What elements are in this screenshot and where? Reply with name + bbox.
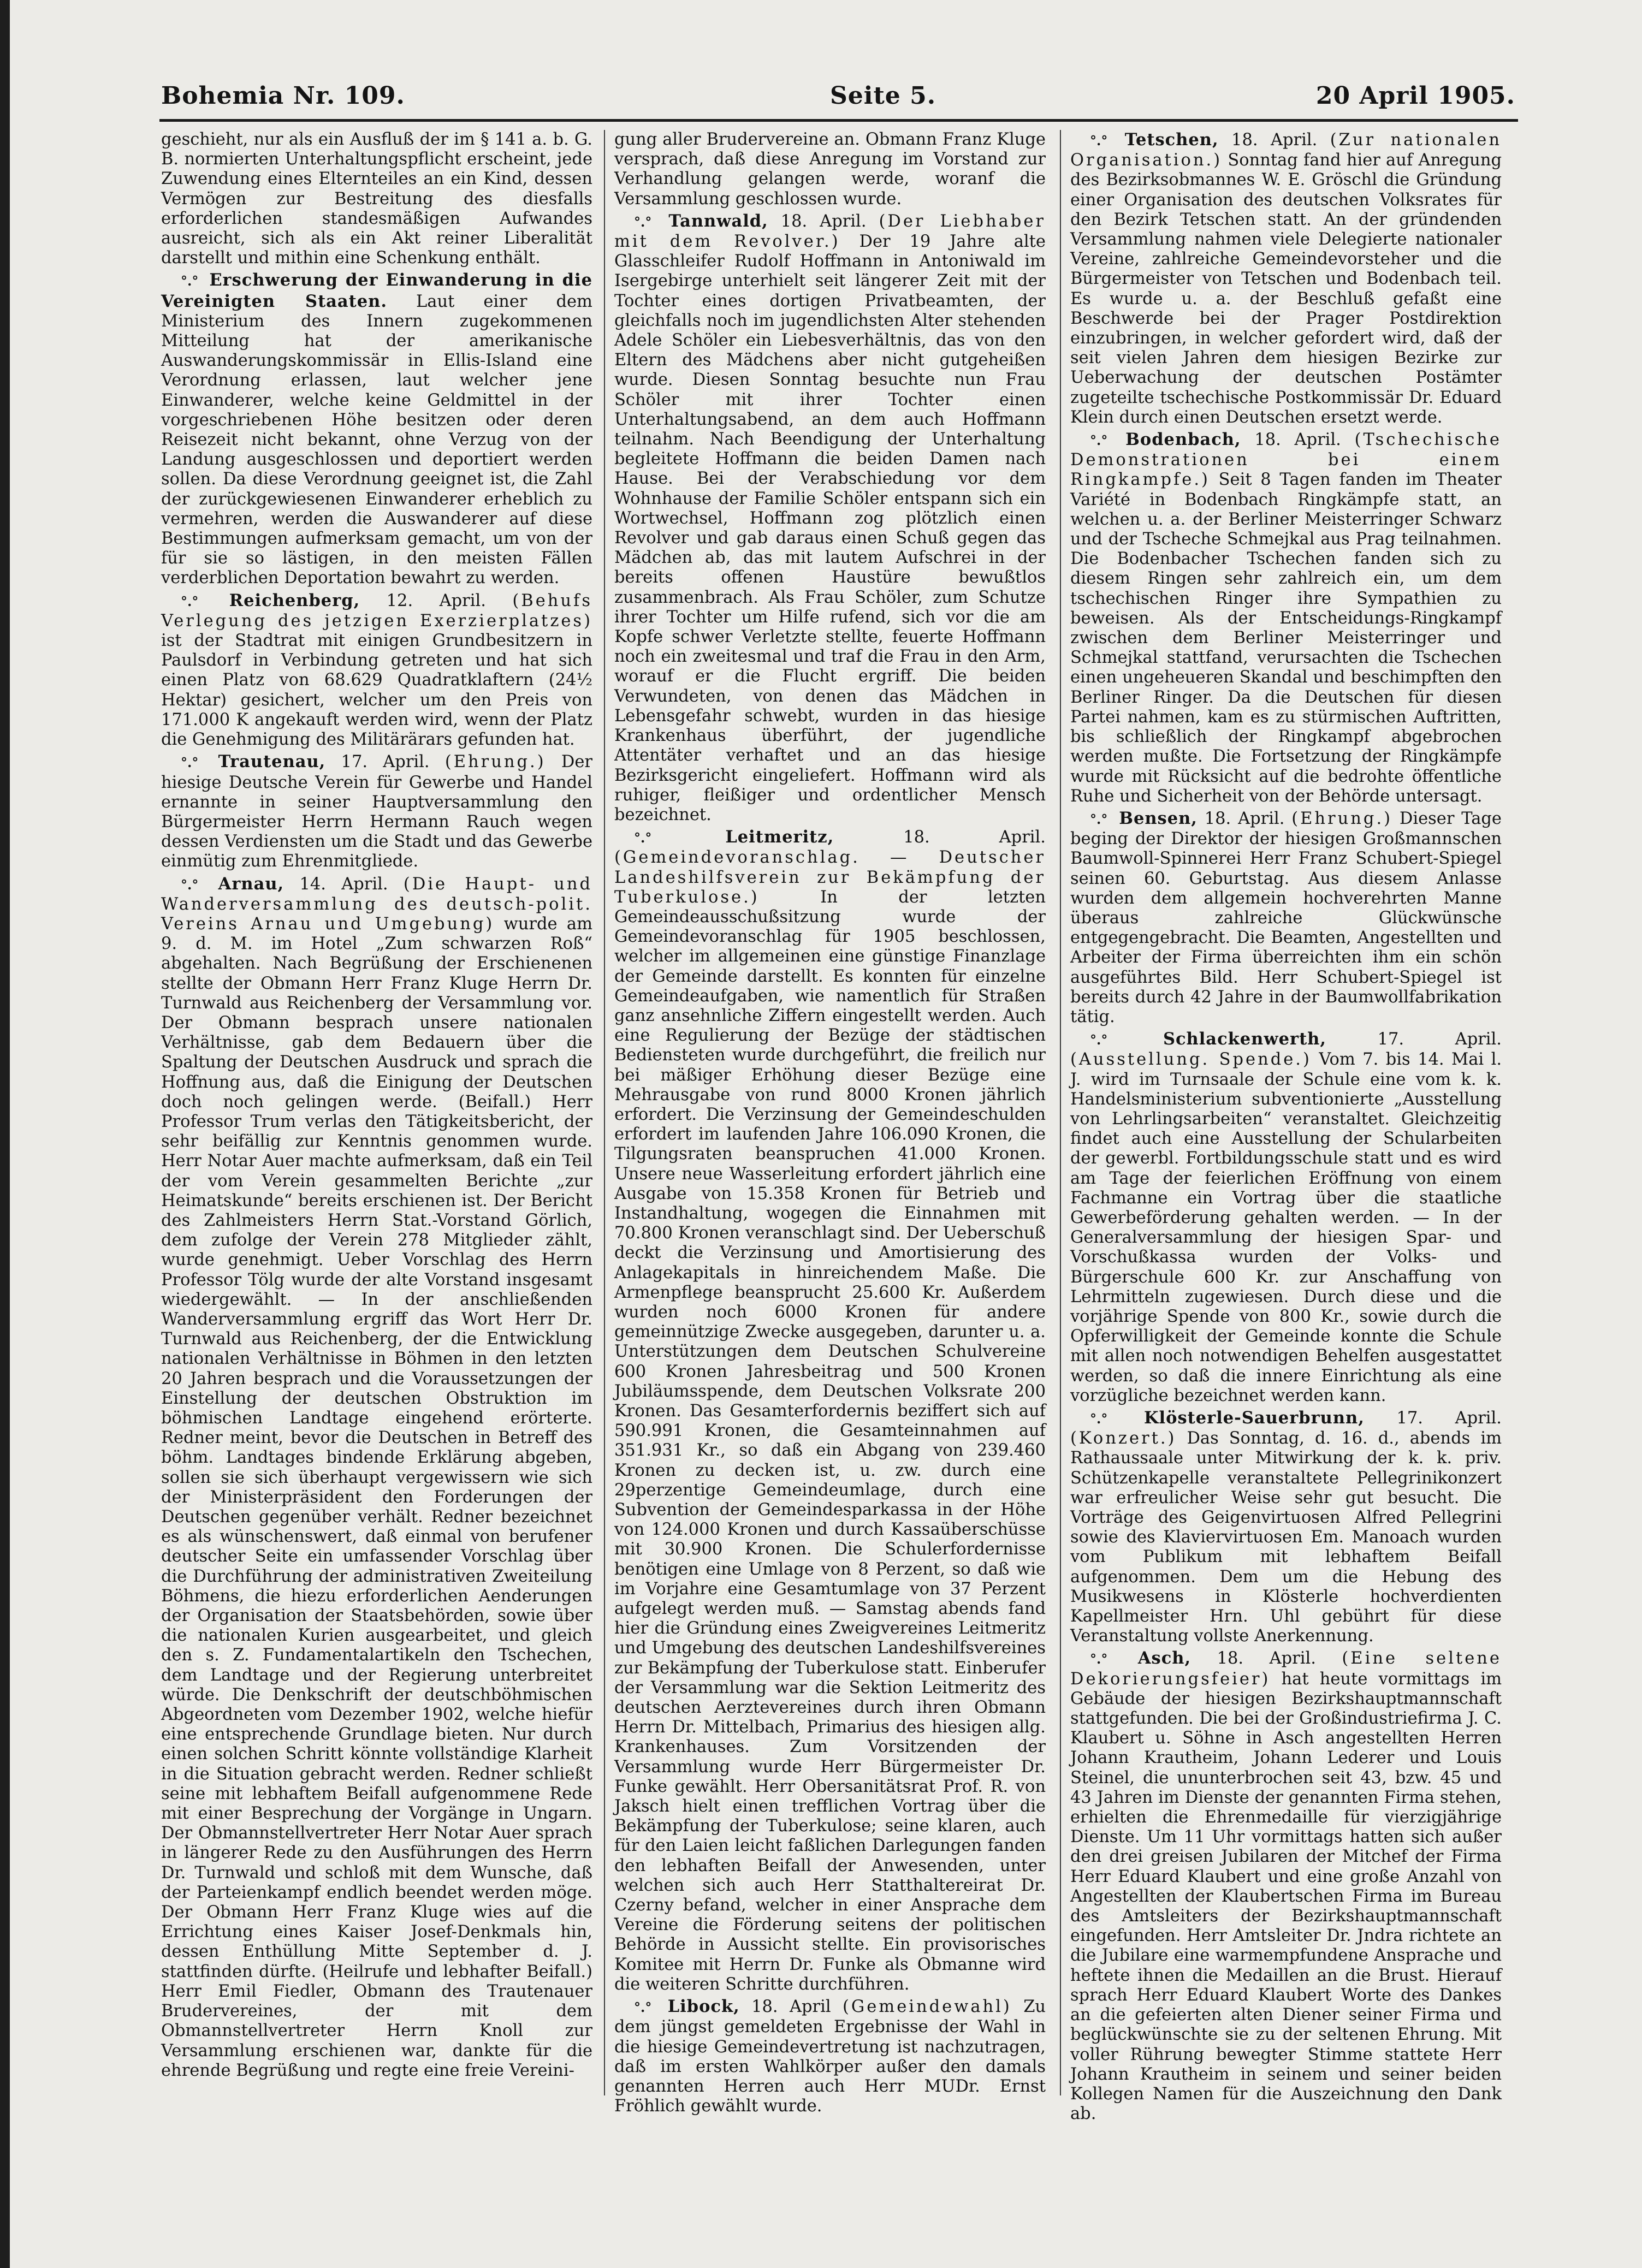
item-mark: °.°: [181, 755, 199, 771]
item-place: Klösterle-Sauerbrunn,: [1144, 1408, 1365, 1428]
item-place: Reichenberg,: [229, 590, 360, 610]
item-date: 14. April.: [299, 874, 388, 894]
item-text: hat heute vormittags im Gebäude der hiesigen Bezirkshauptmannschaft stattgefunden. Die bei der Großindustriefirma J. C. Klaubert u. Söhne in Asch angestellten Herren Johann Krautheim, Johann Lederer und Louis Steinel, die ununterbrochen seit 43, bzw. 45 und 43 Jahren im Dienste der genannten Firma stehen, erhielten die Ehrenmedaille für vierzigjährige Dienste. Um 11 Uhr vormittags hatten sich außer den drei greisen Jubilaren der Mitchef der Firma Herr Eduard Klaubert und eine große Anzahl von Angestellten der Klaubertschen Firma im Bureau des Amtsleiters der Bezirkshauptmannschaft eingefunden. Herr Amtsleiter Dr. Jndra richtete an die Jubilare eine warmempfundene Ansprache und heftete ihnen die Medaillen an die Brust. Hierauf sprach Herr Eduard Klaubert Worte des Dankes an die gefeierten alten Diener seiner Firma und beglückwünschte sie zu der seltenen Ehrung. Mit voller Rührung bewegter Stimme stattete Herr Johann Krautheim in seinem und seiner beiden Kollegen Namen für die Auszeichnung den Dank ab.: [1070, 1669, 1502, 2124]
item-heading: (Ehrung.): [444, 752, 546, 772]
item-date: 17. April.: [1377, 1030, 1502, 1049]
item-heading: (Gemeindevoranschlag. — Deutscher Landeshilfsverein zur Bekämpfung der Tuberkulose.): [614, 848, 1046, 907]
column-1: [161, 130, 592, 2112]
item-text: ist der Stadtrat mit einigen Grundbesitzern in Paulsdorf in Verbindung getreten und hat sich einen Platz von 68.629 Quadratklaftern (24½ Hektar) gesichert, welcher um den Preis von 171.000 K angekauft werden wird, wenn der Platz die Genehmigung des Militärärars gefunden hat.: [161, 631, 592, 750]
item-place: Tannwald,: [668, 211, 768, 231]
item-mark: °.°: [181, 593, 199, 609]
item-date: 17. April.: [1396, 1409, 1502, 1428]
item-mark: °.°: [181, 273, 199, 289]
item-heading: (Tschechische Demonstrationen bei einem Ringkampfe.): [1070, 430, 1502, 490]
item-mark: °.°: [634, 213, 652, 230]
item-heading: (Zur nationalen Organisation.): [1070, 130, 1502, 170]
item-place: Bodenbach,: [1125, 430, 1241, 450]
news-item: [614, 1997, 1046, 2116]
column-divider: [604, 130, 605, 2095]
item-heading: (Eine seltene Dekorierungsfeier): [1070, 1649, 1502, 1689]
item-text: Dieser Tage beging der Direktor der hiesigen Großmannschen Baumwoll-Spinnerei Herr Franz Schubert-Spiegel seinen 60. Geburtstag. Aus diesem Anlasse wurden dem allgemein hochverehrten Manne überaus zahlreiche Glückwünsche entgegengebracht. Die Beamten, Angestellten und Arbeiter der Firma überreichten ihm ein schön ausgeführtes Bild. Herr Schubert-Spiegel ist bereits durch 42 Jahre in der Baumwollfabrikation tätig.: [1070, 809, 1502, 1026]
news-item: [1070, 430, 1502, 806]
item-date: 18. April.: [1254, 430, 1341, 450]
item-date: 18. April.: [1204, 809, 1285, 828]
item-date: 18. April.: [903, 828, 1046, 847]
item-date: 18. April.: [780, 211, 867, 231]
item-place: Arnau,: [218, 874, 284, 894]
page-header: [161, 82, 1515, 120]
item-place: Tetschen,: [1124, 130, 1219, 150]
news-item: [1070, 130, 1502, 428]
item-heading: (Gemeindewahl): [842, 1997, 1012, 2017]
item-text: Sonntag fand hier auf Anregung des Bezirksobmannes W. E. Gröschl die Gründung einer Organisation des deutschen Volksrates für den Bezirk Tetschen statt. An der gründenden Versammlung nahmen viele Delegierte nationaler Vereine, zahlreiche Gemeindevorsteher und die Bürgermeister von Tetschen und Bodenbach teil. Es wurde u. a. der Beschluß gefaßt eine Beschwerde bei der Prager Postdirektion einzubringen, in welcher gefordert wird, daß der seit vielen Jahren dem hiesigen Bezirke zur Ueberwachung der deutschen Postämter zugeteilte tschechische Postkommissär Dr. Eduard Klein durch einen Deutschen ersetzt werde.: [1070, 151, 1502, 427]
column-3: [1070, 130, 1502, 2124]
page-number: Seite 5.: [830, 82, 936, 110]
item-place: Libock,: [667, 1997, 740, 2017]
item-text: Laut einer dem Ministerium des Innern zugekommenen Mitteilung hat der amerikanische Auswanderungskommissär in Ellis-Island eine Verordnung erlassen, laut welcher jene Einwanderer, welche keine Geldmittel in der vorgeschriebenen Höhe besitzen oder deren Reisezeit nicht bekannt, ohne Verzug von der Landung ausgeschlossen und deportiert werden sollen. Da diese Verordnung geeignet ist, die Zahl der zurückgewiesenen Einwanderer erheblich zu vermehren, werden die Auswanderer auf diese Bestimmungen aufmerksam gemacht, um von der für sie so lästigen, in den meisten Fällen verderblichen Deportation bewahrt zu werden.: [161, 292, 592, 588]
item-place: Asch,: [1137, 1648, 1192, 1669]
item-mark: °.°: [1090, 432, 1108, 449]
item-text: wurde am 9. d. M. im Hotel „Zum schwarzen Roß“ abgehalten. Nach Begrüßung der Erschienenen stellte der Obmann Herr Franz Kluge Herrn Dr. Turnwald aus Reichenberg der Versammlung vor. Der Obmann besprach unsere nationalen Verhältnisse, gab dem Bedauern über die Spaltung der Deutschen Ausdruck und sprach die Hoffnung aus, daß die Einigung der Deutschen doch noch gelingen werde. (Beifall.) Herr Professor Trum verlas den Tätigkeitsbericht, der sehr beifällig zur Kenntnis genommen wurde. Herr Notar Auer machte aufmerksam, daß ein Teil der vom Verein gesammelten Berichte „zur Heimatskunde“ bereits erschienen ist. Der Bericht des Zahlmeisters Herrn Stat.-Vorstand Görlich, dem zufolge der Verein 278 Mitglieder zählt, wurde genehmigt. Ueber Vorschlag des Herrn Professor Tölg wurde der alte Vorstand insgesamt wiedergewählt. — In der anschließenden Wanderversammlung ergriff das Wort Herr Dr. Turnwald aus Reichenberg, der die Entwicklung nationalen Verhältnisse in Böhmen in den letzten 20 Jahren besprach und die Voraussetzungen der Einstellung der deutschen Obstruktion im böhmischen Landtage eingehend erörterte. Redner meint, bevor die Deutschen in Betreff des böhm. Landtages bindende Erklärung abgeben, sollen sie sich überhaupt vergewissern wie sich der Ministerpräsident den Forderungen der Deutschen gegenüber verhält. Redner bezeichnet es als wünschenswert, daß einmal von berufener deutscher Seite ein umfassender Vorschlag über die Durchführung der administrativen Zweiteilung Böhmens, die hiezu erforderlichen Aenderungen der Organisation der Staatsbehörden, sowie über die nationalen Kurien ausgearbeitet, und gleich den s. Z. Fundamentalartikeln den Tschechen, dem Landtage und der Regierung unterbreitet würde. Die Denkschrift der deutschböhmischen Abgeordneten vom Dezember 1902, welche hiefür eine entsprechende Grundlage bieten. Nur durch einen solchen Schritt könnte vollständige Klarheit in die Situation gebracht werden. Redner schließt seine mit lebhaftem Beifall aufgenommene Rede mit einer Besprechung der Vorgänge in Ungarn. Der Obmannstellvertreter Herr Notar Auer sprach in längerer Rede zu den Ausführungen des Herrn Dr. Turnwald und schloß mit dem Wunsche, daß der Parteienkampf endlich beendet werden möge. Der Obmann Herr Franz Kluge wies auf die Errichtung eines Kaiser Josef-Denkmals hin, dessen Enthüllung Mitte September d. J. stattfinden dürfte. (Heilrufe und lebhafter Beifall.) Herr Emil Fiedler, Obmann des Trautenauer Brudervereines, der mit dem Obmannstellvertreter Herrn Knoll zur Versammlung erschienen war, dankte für die ehrende Begrüßung und regte eine freie Vereini-: [161, 914, 592, 2080]
item-text: gung aller Brudervereine an. Obmann Franz Kluge versprach, daß diese Anregung im Vorstand zur Verhandlung gelangen werde, woranf die Versammlung geschlossen wurde.: [614, 130, 1046, 209]
issue-date: 20 April 1905.: [1315, 82, 1515, 110]
item-mark: °.°: [1090, 1032, 1108, 1048]
news-item: [161, 130, 592, 268]
news-item: [161, 874, 592, 2081]
news-item: [1070, 1408, 1502, 1646]
scan-edge: [0, 0, 10, 2268]
news-item: [161, 591, 592, 750]
item-text: In der letzten Gemeindeausschußsitzung wurde der Gemeindevoranschlag für 1905 beschlossen, welcher im allgemeinen eine günstige Finanzlage der Gemeinde darstellt. Es konnten für einzelne Gemeindeaufgaben, wie namentlich für Straßen ganz ansehnliche Ziffern eingestellt werden. Auch eine Regulierung der Bezüge der städtischen Bediensteten wurde durchgeführt, die freilich nur bei mäßiger Erhöhung dieser Bezüge eine Mehrausgabe von rund 8000 Kronen jährlich erfordert. Die Verzinsung der Gemeindeschulden erfordert im laufenden Jahre 106.090 Kronen, die Tilgungsraten beanspruchen 41.000 Kronen. Unsere neue Wasserleitung erfordert jährlich eine Ausgabe von 15.358 Kronen für Betrieb und Instandhaltung, wogegen die Einnahmen mit 70.800 Kronen veranschlagt sind. Der Ueberschuß deckt die Verzinsung und Amortisierung des Anlagekapitals in hinreichendem Maße. Die Armenpflege beansprucht 25.600 Kr. Außerdem wurden noch 6000 Kronen für andere gemeinnützige Zwecke ausgegeben, darunter u. a. Unterstützungen dem Deutschen Schulvereine 600 Kronen Jahresbeitrag und 500 Kronen Jubiläumsspende, dem Deutschen Volksrate 200 Kronen. Das Gesamterfordernis beziffert sich auf 590.991 Kronen, die Gesamteinnahmen auf 351.931 Kr., so daß ein Abgang von 239.460 Kronen zu decken ist, u. zw. durch eine 29perzentige Gemeindeumlage, durch eine Subvention der Gemeindesparkassa in der Höhe von 124.000 Kronen und durch Kassaüberschüsse mit 30.900 Kronen. Die Schulerfordernisse benötigen eine Umlage von 8 Perzent, so daß wie im Vorjahre eine Gesamtumlage von 37 Perzent aufgelegt werden muß. — Samstag abends fand hier die Gründung eines Zweigvereines Leitmeritz und Umgebung des deutschen Landeshilfsvereines zur Bekämpfung der Tuberkulose statt. Einberufer der Versammlung war die Sektion Leitmeritz des deutschen Aerztevereines durch ihren Obmann Herrn Dr. Mittelbach, Primarius des hiesigen allg. Krankenhauses. Zum Vorsitzenden der Versammlung wurde Herr Bürgermeister Dr. Funke gewählt. Herr Obersanitätsrat Prof. R. von Jaksch hielt einen trefflichen Vortrag über die Bekämpfung der Tuberkulose; seine klaren, auch für den Laien leicht faßlichen Darlegungen fanden den lebhaften Beifall der Anwesenden, unter welchen sich auch Herr Statthaltereirat Dr. Czerny befand, welcher in einer Ansprache dem Vereine die Förderung seitens der politischen Behörde in Aussicht stellte. Ein provisorisches Komitee mit Herrn Dr. Funke als Obmanne wird die weiteren Schritte durchführen.: [614, 887, 1046, 1994]
column-divider: [1060, 130, 1061, 2095]
item-heading: (Die Haupt- und Wanderversammlung des deutsch-polit. Vereins Arnau und Umgebung): [161, 874, 593, 934]
item-mark: °.°: [1090, 133, 1108, 149]
item-date: 12. April.: [386, 591, 486, 610]
item-heading: (Ehrung.): [1291, 809, 1393, 828]
item-mark: °.°: [181, 876, 199, 893]
item-mark: °.°: [1090, 1651, 1108, 1667]
item-text: Das Sonntag, d. 16. d., abends im Rathaussaale unter Mitwirkung der k. k. priv. Schützenkapelle veranstaltete Pellegrinikonzert war erfreulicher Weise sehr gut besucht. Die Vorträge des Geigenvirtuosen Alfred Pellegrini sowie des Klaviervirtuosen Em. Manoach wurden vom Publikum mit lebhaftem Beifall aufgenommen. Dem um die Hebung des Musikwesens in Klösterle hochverdienten Kapellmeister Hrn. Uhl gebührt für diese Veranstaltung vollste Anerkennung.: [1070, 1429, 1502, 1646]
item-heading: (Konzert.): [1070, 1429, 1177, 1448]
item-mark: °.°: [634, 1999, 652, 2016]
item-heading: (Behufs Verlegung des jetzigen Exerzierplatzes): [161, 591, 592, 631]
column-2: [614, 130, 1046, 2116]
item-place: Bensen,: [1119, 808, 1198, 828]
item-place: Trautenau,: [218, 752, 326, 772]
news-item: [1070, 1029, 1502, 1406]
news-item: [614, 211, 1046, 825]
item-place: Erschwerung der Einwanderung in die Vereinigten Staaten.: [161, 270, 592, 311]
news-item: [614, 130, 1046, 209]
item-place: Schlackenwerth,: [1163, 1029, 1326, 1049]
item-text: geschieht, nur als ein Ausfluß der im § 141 a. b. G. B. normierten Unterhaltungspflicht erscheint, jede Zuwendung eines Elternteiles an ein Kind, dessen Vermögen zur Bestreitung des diesfalls erforderlichen standesmäßigen Aufwandes ausreicht, sich als ein Akt reiner Liberalität darstellt und mithin eine Schenkung enthält.: [161, 130, 592, 268]
item-text: Der hiesige Deutsche Verein für Gewerbe und Handel ernannte in seiner Hauptversammlung den Bürgermeister Herrn Hermann Rauch wegen dessen Verdiensten um die Stadt und das Gewerbe einmütig zum Ehrenmitgliede.: [161, 752, 592, 871]
paper-name-number: Bohemia Nr. 109.: [161, 82, 405, 110]
item-date: 17. April.: [341, 752, 430, 772]
item-text: Zu dem jüngst gemeldeten Ergebnisse der Wahl in die hiesige Gemeindevertretung ist nachzutragen, daß im ersten Wahlkörper außer den damals genannten Herren auch Herr MUDr. Ernst Fröhlich gewählt wurde.: [614, 1997, 1046, 2116]
news-item: [614, 827, 1046, 1994]
newspaper-page: [38, 0, 1611, 2268]
item-text: Vom 7. bis 14. Mai l. J. wird im Turnsaale der Schule eine vom k. k. Handelsministerium subventionierte „Ausstellung von Lehrlingsarbeiten“ veranstaltet. Gleichzeitig findet auch eine Ausstellung der Schularbeiten der gewerbl. Fortbildungsschule statt und es wird am Tage der feierlichen Eröffnung von einem Fachmanne ein Vortrag über die staatliche Gewerbeförderung gehalten werden. — In der Generalversammlung der hiesigen Spar- und Vorschußkassa wurden der Volks- und Bürgerschule 600 Kr. zur Anschaffung von Lehrmitteln zugewiesen. Durch diese und die vorjährige Spende von 800 Kr., sowie durch die Opferwilligkeit der Gemeinde konnte die Schule mit allen noch notwendigen Behelfen ausgestattet werden, so daß die innere Einrichtung als eine vorzügliche bezeichnet werden kann.: [1070, 1050, 1502, 1405]
item-heading: (Der Liebhaber mit dem Revolver.): [614, 211, 1046, 252]
header-rule: [159, 119, 1518, 122]
item-mark: °.°: [1090, 1411, 1108, 1427]
news-item: [1070, 1648, 1502, 2124]
item-text: Der 19 Jahre alte Glasschleifer Rudolf Hoffmann in Antoniwald im Isergebirge unterhielt seit längerer Zeit mit der Tochter eines dortigen Privatbeamten, der gleichfalls noch im jugendlichsten Alter stehenden Adele Schöler ein Liebesverhältnis, das von den Eltern des Mädchens aber nicht gutgeheißen wurde. Diesen Sonntag besuchte nun Frau Schöler mit ihrer Tochter einen Unterhaltungsabend, an dem auch Hoffmann teilnahm. Nach Beendigung der Unterhaltung begleitete Hoffmann die beiden Damen nach Hause. Bei der Verabschiedung vor dem Wohnhause der Familie Schöler entspann sich ein Wortwechsel, Hoffmann zog plötzlich einen Revolver und gab daraus einen Schuß gegen das Mädchen ab, das mit lautem Aufschrei in der bereits offenen Haustüre bewußtlos zusammenbrach. Als Frau Schöler, zum Schutze ihrer Tochter um Hilfe rufend, sich vor die am Kopfe schwer Verletzte stellte, feuerte Hoffmann noch ein zweitesmal und traf die Frau in den Arm, worauf er die Flucht ergriff. Die beiden Verwundeten, von denen das Mädchen in Lebensgefahr schwebt, wurden in das hiesige Krankenhaus überführt, der jugendliche Attentäter verhaftet und an das hiesige Bezirksgericht eingeliefert. Hoffmann wird als ruhiger, fleißiger und ordentlicher Mensch bezeichnet.: [614, 232, 1046, 824]
item-mark: °.°: [1090, 811, 1108, 827]
news-item: [161, 270, 592, 588]
item-place: Leitmeritz,: [725, 827, 834, 847]
news-item: [1070, 809, 1502, 1027]
news-item: [161, 752, 592, 871]
item-date: 18. April.: [1217, 1649, 1316, 1669]
item-text: Seit 8 Tagen fanden im Theater Variété in Bodenbach Ringkämpfe statt, an welchen u. a. der Berliner Meisterringer Schwarz und der Tscheche Schmejkal aus Prag teilnahmen. Die Bodenbacher Tschechen fanden sich zu diesem Ringen sehr zahlreich ein, um dem tschechischen Ringer ihre Sympathien zu beweisen. Als der Entscheidungs-Ringkampf zwischen dem Berliner Meisterringer und Schmejkal stattfand, verursachten die Tschechen einen ungeheueren Skandal und beschimpften den Berliner Ringer. Da die Deutschen für diesen Partei nahmen, kam es zu stürmischen Auftritten, bis schließlich der Ringkampf abgebrochen werden mußte. Die Fortsetzung der Ringkämpfe wurde mit Rücksicht auf die bedrohte öffentliche Ruhe und Sicherheit von der Behörde untersagt.: [1070, 470, 1502, 806]
item-mark: °.°: [634, 830, 652, 846]
item-heading: (Ausstellung. Spende.): [1070, 1050, 1312, 1070]
item-date: 18. April.: [1231, 130, 1318, 150]
item-date: 18. April: [751, 1997, 831, 2017]
